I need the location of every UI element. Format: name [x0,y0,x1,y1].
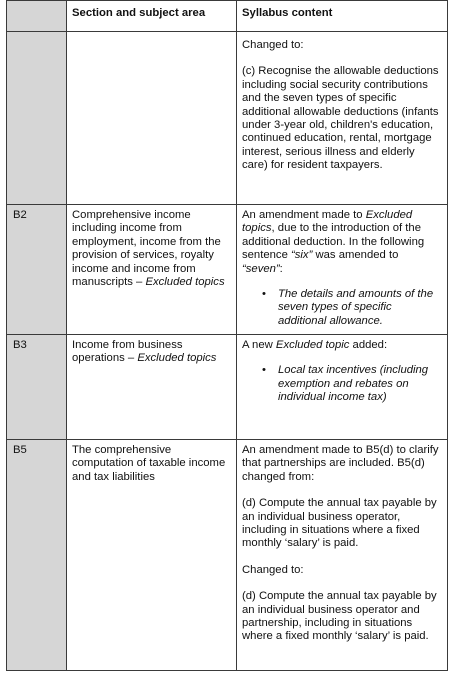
table-row [7,335,448,440]
section-italic: Excluded topics [137,352,217,365]
bullet-item [242,364,442,404]
row-section [67,205,237,335]
content-paragraph [242,339,442,352]
syllabus-changes-table [6,0,448,671]
header-section: Section and subject area [67,1,237,32]
content-paragraph: Changed to: [242,39,304,51]
text-run: A new [242,339,276,351]
row-content [237,205,448,335]
row-code: B2 [7,205,67,335]
text-run: An amendment made to [242,209,366,221]
row-content [237,32,448,205]
text-run-italic: “six” [291,249,313,262]
text-run-italic: “seven” [242,262,280,275]
table-row [7,32,448,205]
row-code: B5 [7,440,67,671]
section-text: Income from business operations – [72,339,183,365]
content-paragraph: Changed to: [242,563,304,576]
row-section [67,32,237,205]
row-code: B3 [7,335,67,440]
content-paragraph: (c) Recognise the allowable deductions including social security contributions and the seven types of specific additional allowable deductions (infants under 3-year old, children's education, continued education, rental, mortgage interest, serious illness and elderly care) for resident taxpayers. [242,65,439,172]
row-content [237,335,448,440]
content-paragraph [242,209,442,276]
text-run: , due to the introduction of the additional deduction. In the following sentence [242,222,425,262]
bullet-text: Local tax incentives (including exemption and rebates on individual income tax) [278,364,429,404]
row-code [7,32,67,205]
section-italic: Excluded topics [145,276,225,289]
table-row [7,205,448,335]
section-text: Comprehensive income including income from employment, income from the provision of services, royalty income and income from manuscripts – [72,209,221,289]
header-syllabus: Syllabus content [237,1,448,32]
row-content [237,440,448,671]
content-paragraph: (d) Compute the annual tax payable by an individual business operator, including in situations where a fixed monthly ‘salary’ is paid. [242,497,437,550]
bullet-icon: • [262,364,266,377]
text-run-italic: Excluded topics [242,209,413,235]
text-run: was amended to [312,249,399,262]
bullet-icon: • [262,288,266,301]
bullet-item [242,288,442,328]
content-paragraph: (d) Compute the annual tax payable by an individual business operator and partnership, including in situations where a fixed monthly ‘salary’ is paid. [242,590,437,643]
content-paragraph: An amendment made to B5(d) to clarify that partnerships are included. B5(d) changed from: [242,444,439,483]
table-header-row [7,1,448,32]
table-row [7,440,448,671]
bullet-text: The details and amounts of the seven types of specific additional allowance. [278,288,434,327]
row-section [67,335,237,440]
header-code-cell [7,1,67,32]
text-run: : [279,262,283,275]
row-section: The comprehensive computation of taxable income and tax liabilities [67,440,237,671]
text-run-italic: Excluded topic [275,339,350,351]
text-run: added: [349,339,388,351]
